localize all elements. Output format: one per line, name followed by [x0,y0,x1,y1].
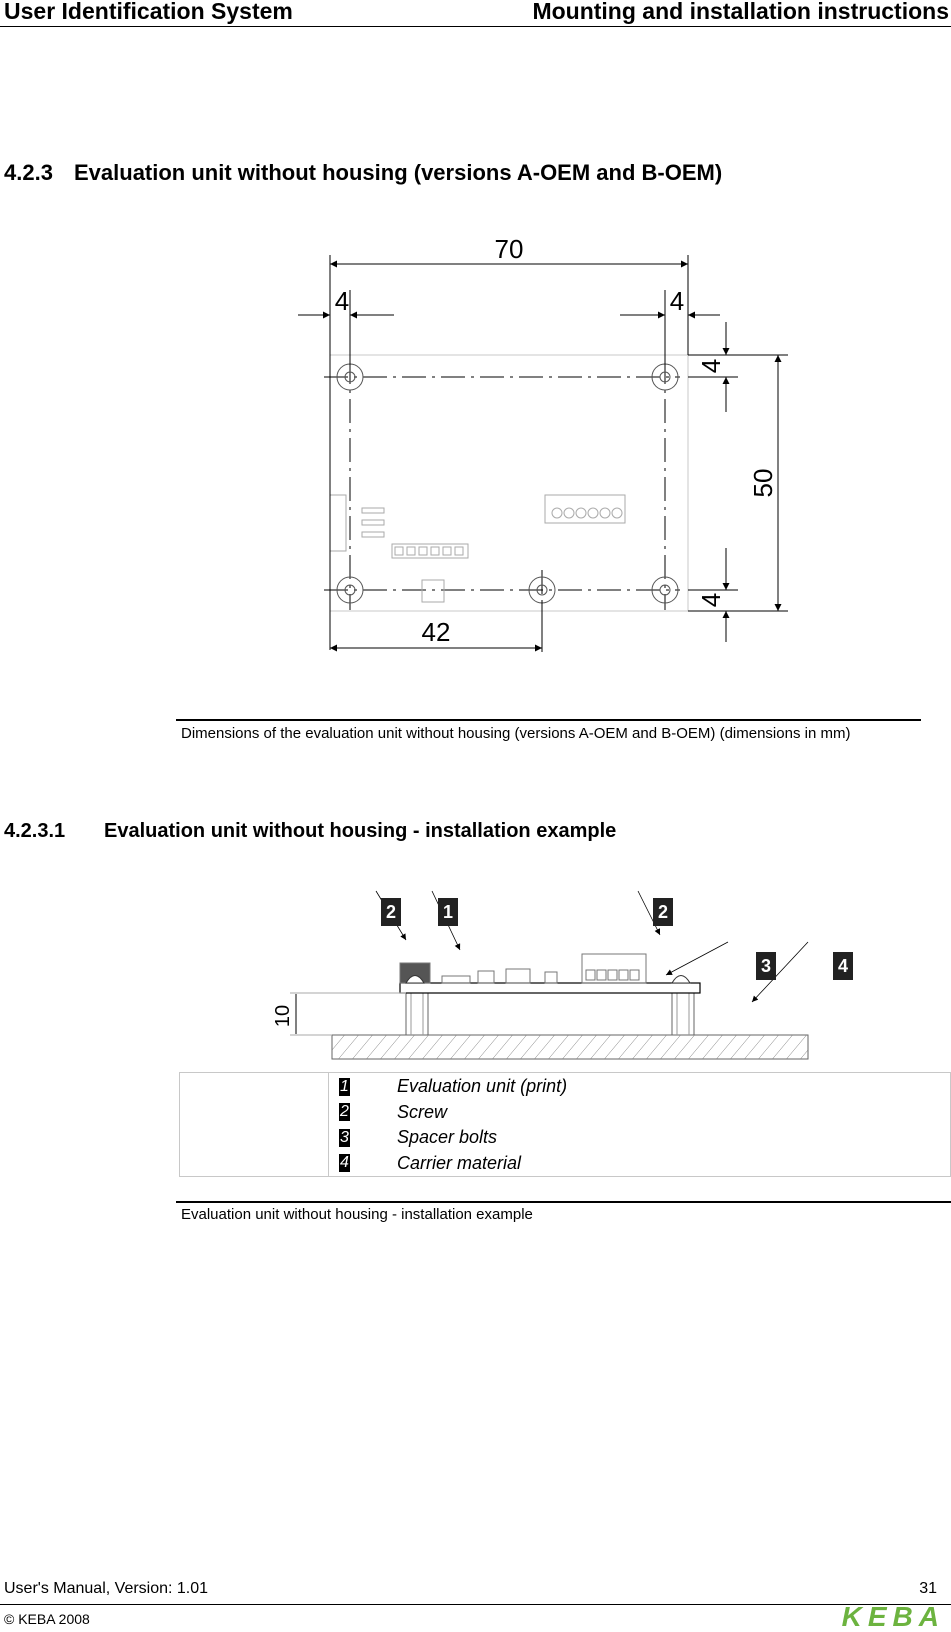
legend-cell [329,1073,951,1177]
dimension-lines [298,255,788,652]
carrier-material [332,1035,808,1059]
caption-rule [176,719,921,721]
legend-label: Carrier material [397,1152,522,1173]
dim-height: 50 [748,468,778,498]
evaluation-unit-print [400,983,700,993]
header-rule [0,26,951,27]
height-dimension [290,993,406,1035]
legend-number: 3 [340,1128,349,1146]
legend-row [329,1074,950,1100]
section-number: 4.2.3 [4,160,53,185]
legend-label: Evaluation unit (print) [397,1076,568,1097]
legend-number: 1 [340,1077,349,1095]
spacer-bolt-left [406,993,428,1035]
pcb-components [400,954,690,983]
hole-centerlines [324,360,680,610]
dim-bottom-offset: 42 [421,617,451,647]
legend-number: 4 [340,1154,349,1172]
legend-table [179,1072,951,1177]
dimension-drawing [290,230,830,670]
footer-manual-version: User's Manual, Version: 1.01 [4,1580,209,1597]
header-title-right: Mounting and installation instructions [532,0,949,24]
figure-caption: Dimensions of the evaluation unit without housing (versions A-OEM and B-OEM) (dimensions in mm) [181,725,851,742]
legend-label: Screw [397,1101,448,1122]
callout-2-left: 2 [381,898,401,926]
subsection-number: 4.2.3.1 [4,820,66,842]
section-title: Evaluation unit without housing (versions A-OEM and B-OEM) [74,160,723,185]
subsection-title: Evaluation unit without housing - installation example [104,820,617,842]
dim-bottom-margin: 4 [696,592,726,608]
figure-caption-2: Evaluation unit without housing - installation example [181,1206,533,1223]
legend-number: 2 [340,1103,349,1121]
board-outline [330,355,688,611]
mounting-holes [337,364,678,603]
callout-2-right: 2 [653,898,673,926]
dim-left-margin: 4 [334,286,350,316]
caption-rule-2 [176,1201,951,1203]
callout-1: 1 [438,898,458,926]
board-components [330,495,625,602]
callout-3: 3 [756,952,776,980]
header-title-left: User Identification System [4,0,293,24]
callout-4: 4 [833,952,853,980]
footer-page-number: 31 [919,1580,937,1597]
dim-top-margin: 4 [696,358,726,374]
spacer-bolt-right [672,993,694,1035]
dim-width: 70 [494,234,524,264]
installation-drawing [270,890,830,1065]
subsection-heading [4,820,616,843]
dim-right-margin: 4 [669,286,685,316]
legend-row [329,1151,950,1177]
keba-logo: KEBA [841,1601,945,1632]
footer-copyright: © KEBA 2008 [4,1611,90,1627]
footer-rule [0,1604,951,1605]
legend-row [329,1100,950,1126]
legend-empty-cell [180,1073,329,1177]
legend-label: Spacer bolts [397,1127,498,1148]
section-heading [4,160,722,186]
legend-row [329,1125,950,1151]
dim-ten: 10 [272,1004,294,1028]
